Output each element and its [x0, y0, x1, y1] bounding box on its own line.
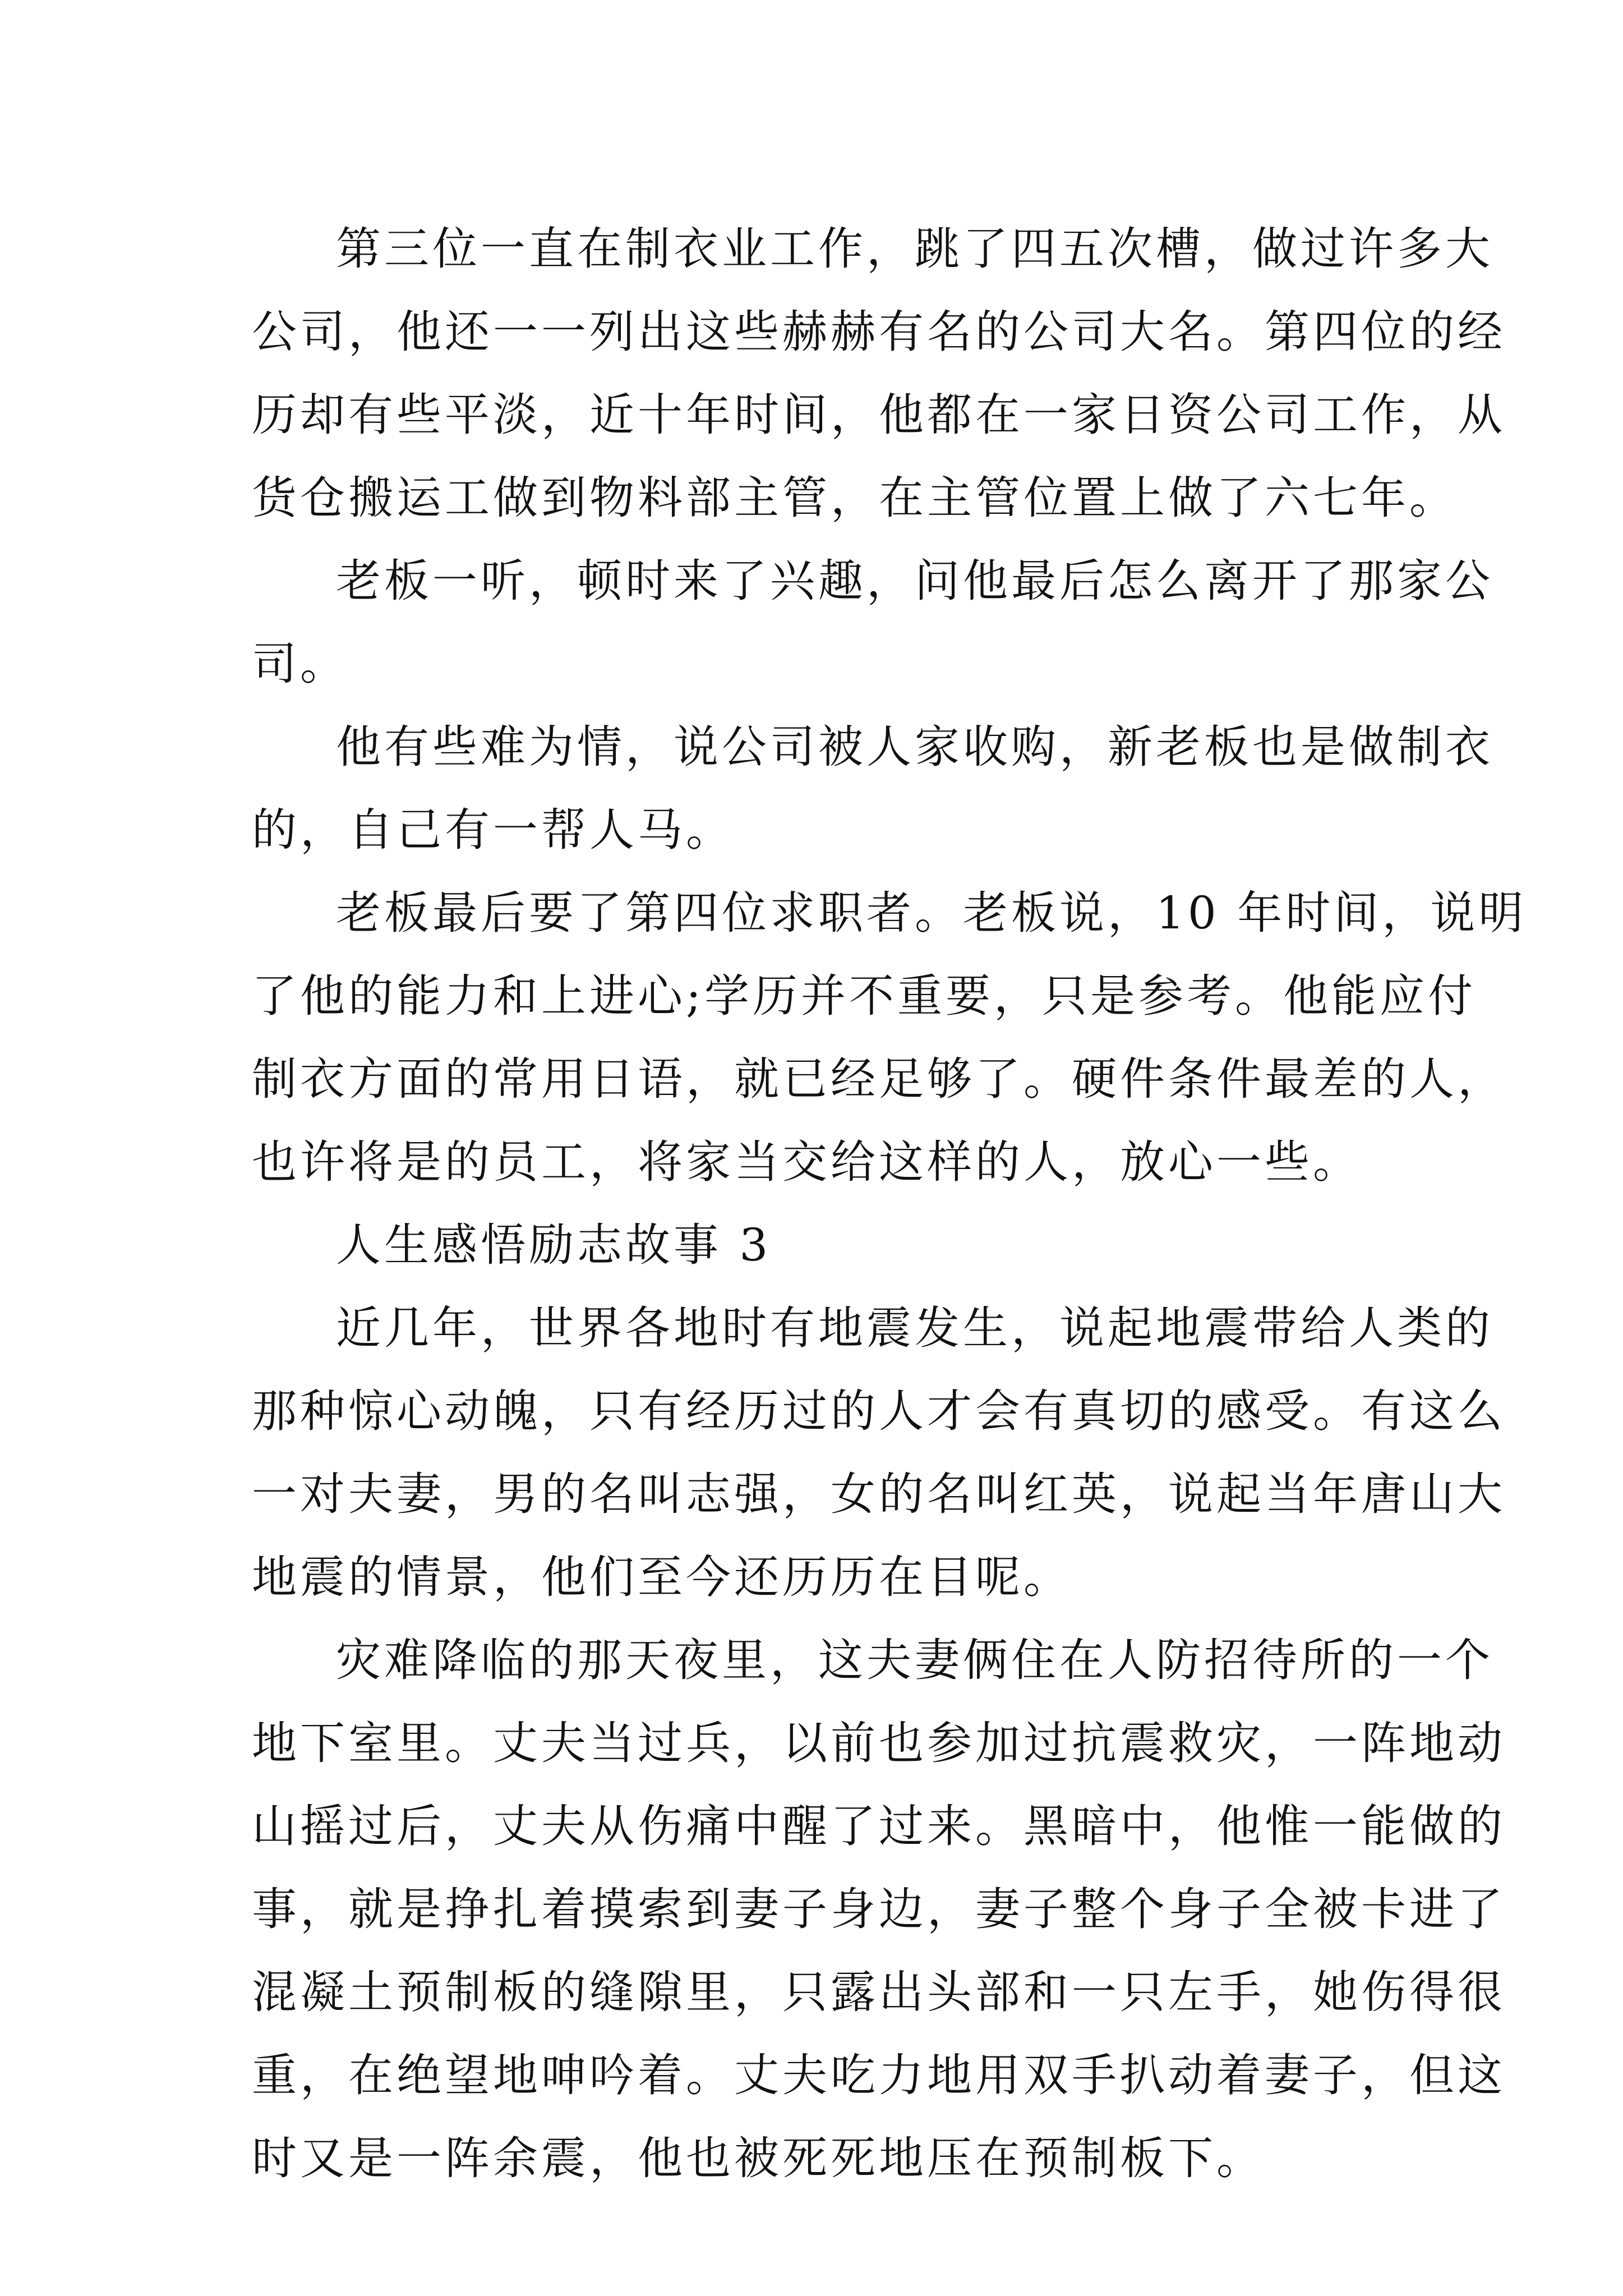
paragraph-line: 地震的情景，他们至今还历历在目呢。	[252, 1551, 1072, 1603]
paragraph-line: 灾难降临的那天夜里，这夫妻俩住在人防招待所的一个	[336, 1634, 1493, 1686]
paragraph-line: 他有些难为情，说公司被人家收购，新老板也是做制衣	[336, 721, 1493, 773]
paragraph-line: 一对夫妻，男的名叫志强，女的名叫红英，说起当年唐山大	[252, 1468, 1506, 1520]
paragraph-line: 老板最后要了第四位求职者。老板说，10 年时间，说明	[336, 887, 1527, 939]
paragraph-line: 也许将是的员工，将家当交给这样的人，放心一些。	[252, 1136, 1361, 1188]
paragraph-line: 时又是一阵余震，他也被死死地压在预制板下。	[252, 2132, 1265, 2184]
section-title: 人生感悟励志故事 3	[336, 1219, 772, 1271]
paragraph-line: 货仓搬运工做到物料部主管，在主管位置上做了六七年。	[252, 472, 1458, 524]
paragraph-line: 第三位一直在制衣业工作，跳了四五次槽，做过许多大	[336, 223, 1493, 275]
paragraph-line: 了他的能力和上进心;学历并不重要，只是参考。他能应付	[252, 970, 1476, 1022]
paragraph-line: 司。	[252, 638, 348, 690]
paragraph-line: 历却有些平淡，近十年时间，他都在一家日资公司工作，从	[252, 389, 1506, 441]
paragraph-line: 那种惊心动魄，只有经历过的人才会有真切的感受。有这么	[252, 1385, 1506, 1437]
document-body	[252, 208, 1527, 2200]
paragraph-line: 老板一听，顿时来了兴趣，问他最后怎么离开了那家公	[336, 555, 1493, 607]
paragraph-line: 地下室里。丈夫当过兵，以前也参加过抗震救灾，一阵地动	[252, 1717, 1506, 1769]
paragraph-line: 的，自己有一帮人马。	[252, 804, 734, 856]
paragraph-line: 近几年，世界各地时有地震发生，说起地震带给人类的	[336, 1302, 1493, 1354]
paragraph-line: 制衣方面的常用日语，就已经足够了。硬件条件最差的人，	[252, 1053, 1506, 1105]
paragraph-line: 事，就是挣扎着摸索到妻子身边，妻子整个身子全被卡进了	[252, 1883, 1506, 1935]
paragraph-line: 公司，他还一一列出这些赫赫有名的公司大名。第四位的经	[252, 306, 1506, 358]
paragraph-line: 混凝土预制板的缝隙里，只露出头部和一只左手，她伤得很	[252, 1966, 1506, 2018]
paragraph-line: 山摇过后，丈夫从伤痛中醒了过来。黑暗中，他惟一能做的	[252, 1800, 1506, 1852]
paragraph-line: 重，在绝望地呻吟着。丈夫吃力地用双手扒动着妻子，但这	[252, 2049, 1506, 2101]
